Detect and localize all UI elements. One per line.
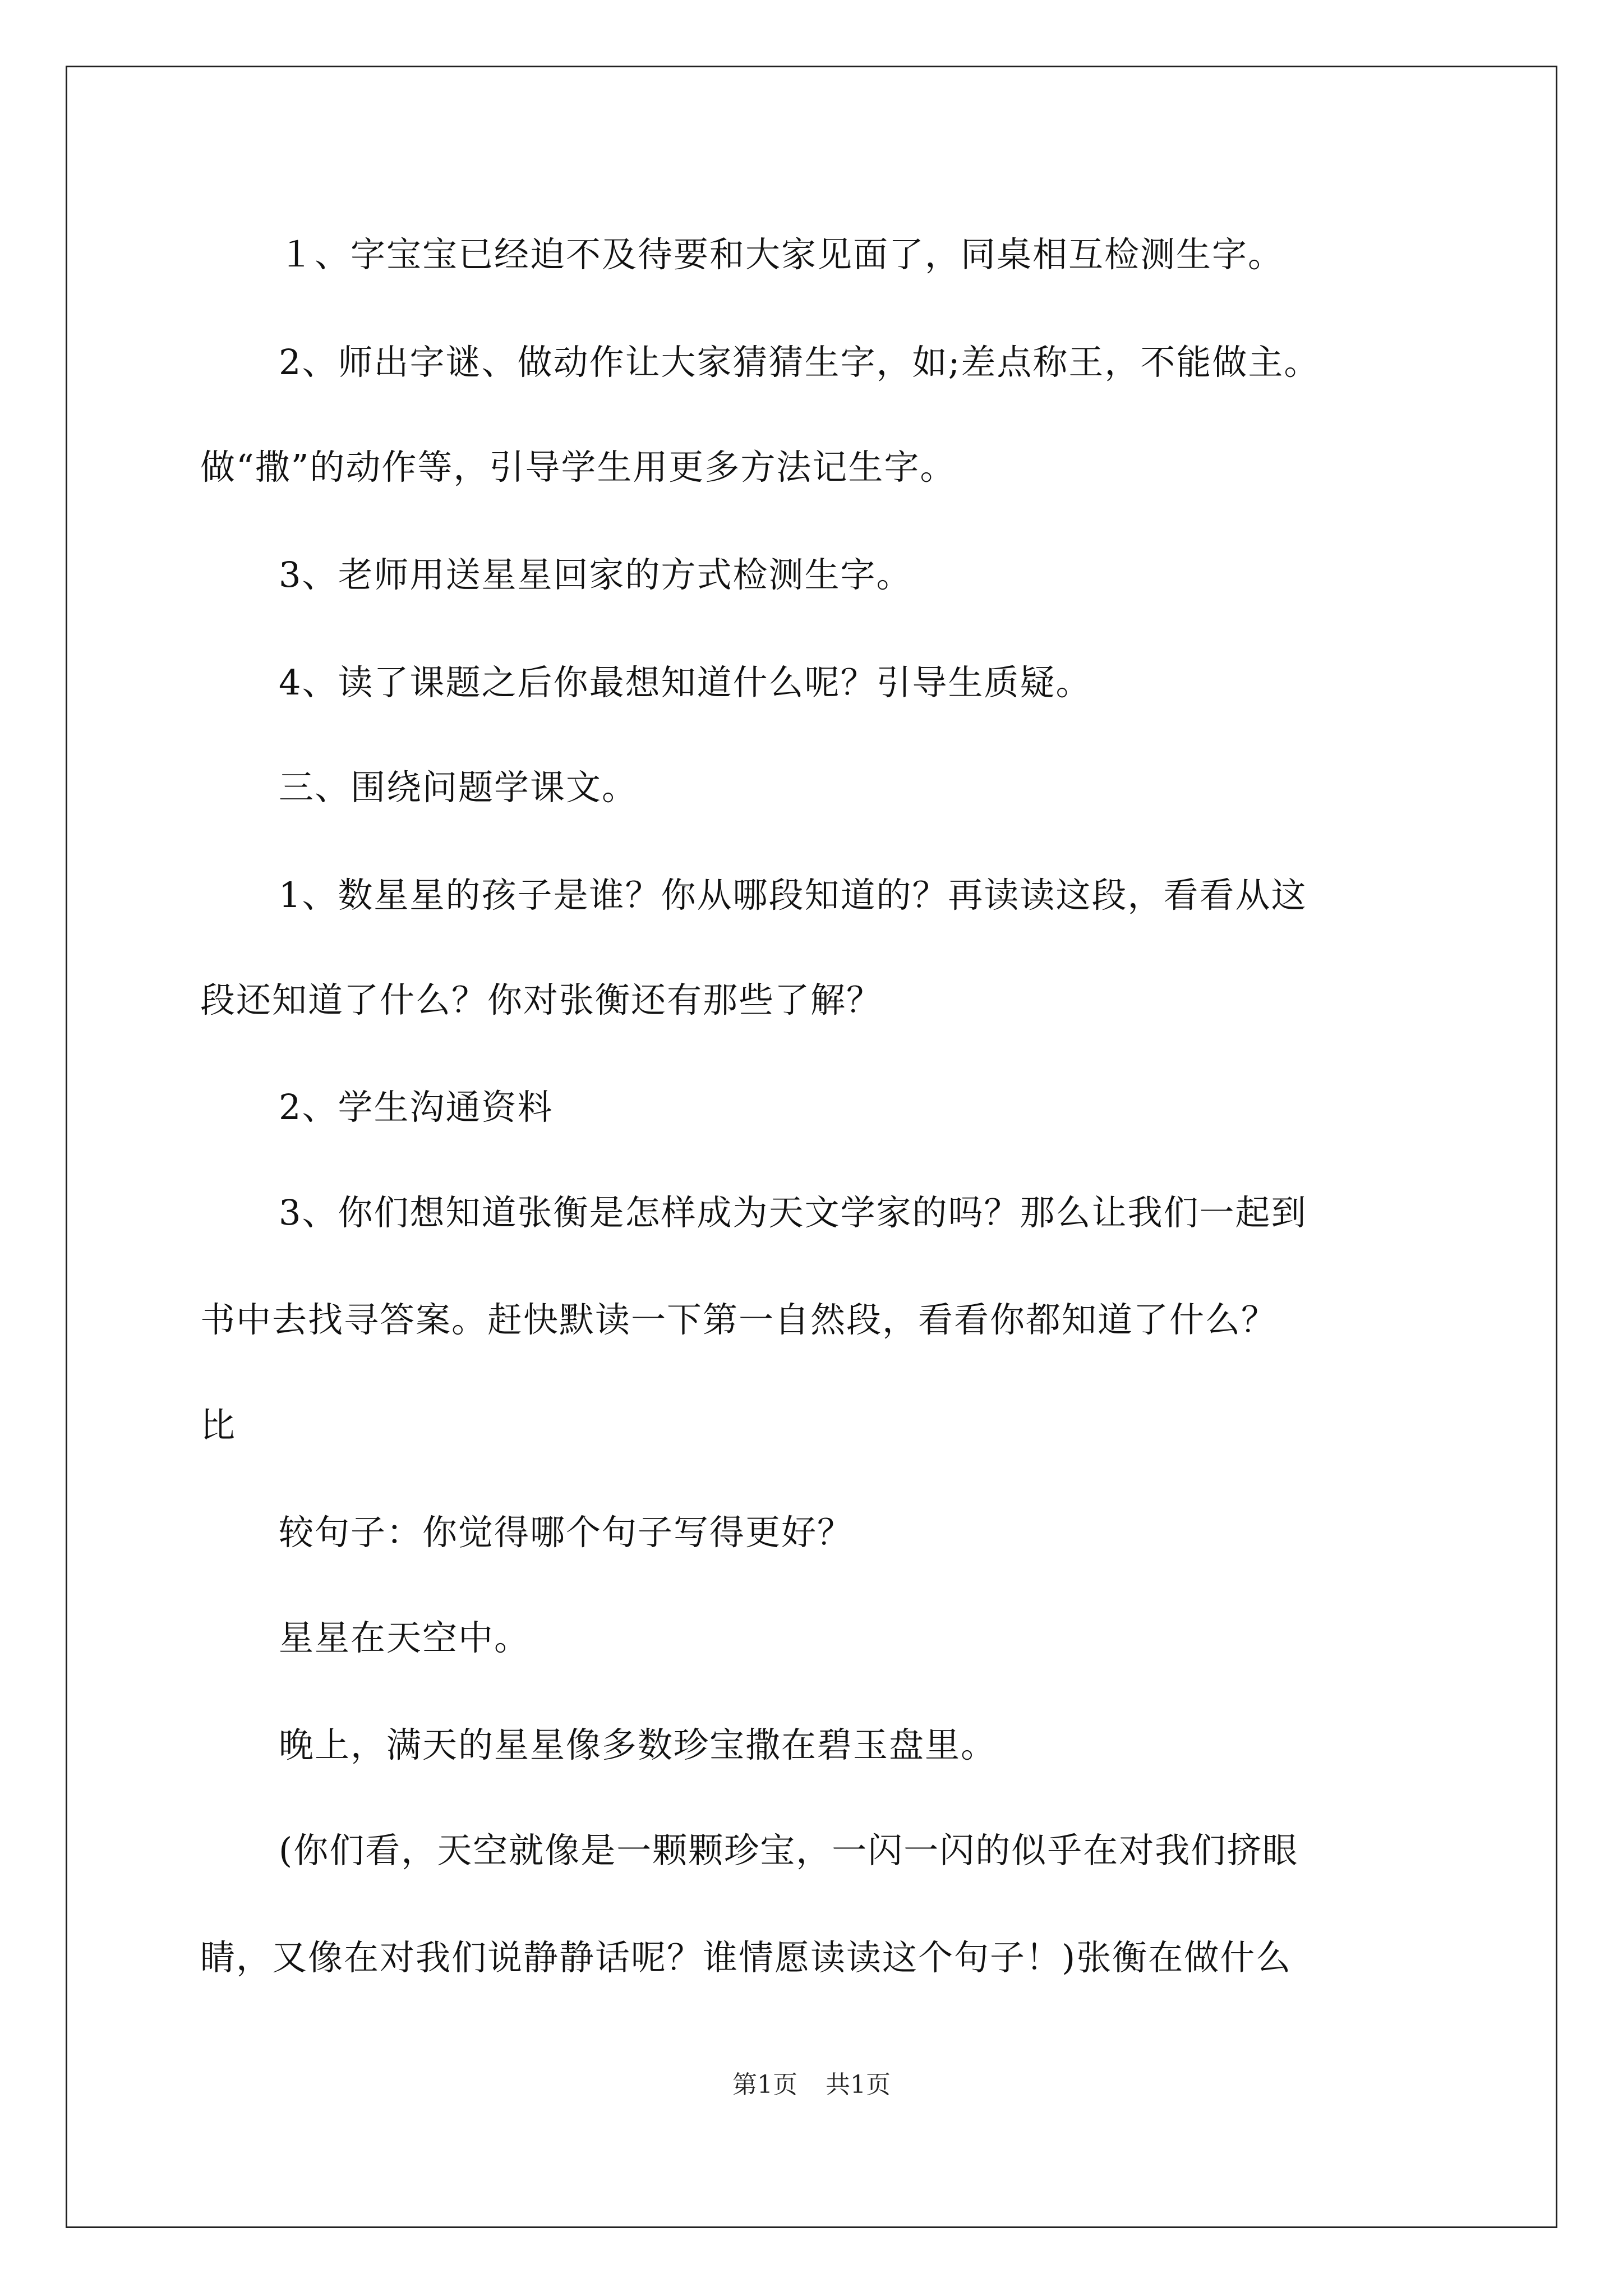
page-total: 共1页 xyxy=(826,2070,891,2099)
paragraph-line: 2、师出字谜、做动作让大家猜猜生字，如;差点称王，不能做主。 xyxy=(279,342,1320,383)
paragraph-line: 比 xyxy=(200,1405,237,1446)
paragraph-line: 睛，又像在对我们说静静话呢？谁情愿读读这个句子！)张衡在做什么 xyxy=(200,1937,1292,1978)
paragraph-line: 段还知道了什么？你对张衡还有那些了解？ xyxy=(200,979,883,1020)
paragraph-line: 做“撒”的动作等，引导学生用更多方法记生字。 xyxy=(200,447,956,487)
paragraph-line: 2、学生沟通资料 xyxy=(279,1087,554,1128)
paragraph-line: 书中去找寻答案。赶快默读一下第一自然段，看看你都知道了什么？ xyxy=(200,1299,1278,1340)
paragraph-line: 3、你们想知道张衡是怎样成为天文学家的吗？那么让我们一起到 xyxy=(279,1192,1307,1233)
section-heading: 三、围绕问题学课文。 xyxy=(279,767,638,808)
paragraph-line: (你们看，天空就像是一颗颗珍宝，一闪一闪的似乎在对我们挤眼 xyxy=(279,1830,1299,1871)
paragraph-line: 较句子：你觉得哪个句子写得更好？ xyxy=(279,1512,854,1553)
paragraph-line: 星星在天空中。 xyxy=(279,1617,531,1658)
paragraph-line: １、字宝宝已经迫不及待要和大家见面了，同桌相互检测生字。 xyxy=(279,234,1284,275)
page-number: 第1页 xyxy=(732,2070,797,2099)
paragraph-line: 1、数星星的孩子是谁？你从哪段知道的？再读读这段，看看从这 xyxy=(279,875,1307,915)
paragraph-line: 晚上，满天的星星像多数珍宝撒在碧玉盘里。 xyxy=(279,1724,997,1765)
page-footer xyxy=(0,2064,1623,2100)
paragraph-line: 3、老师用送星星回家的方式检测生字。 xyxy=(279,554,912,595)
paragraph-line: 4、读了课题之后你最想知道什么呢？引导生质疑。 xyxy=(279,662,1092,703)
